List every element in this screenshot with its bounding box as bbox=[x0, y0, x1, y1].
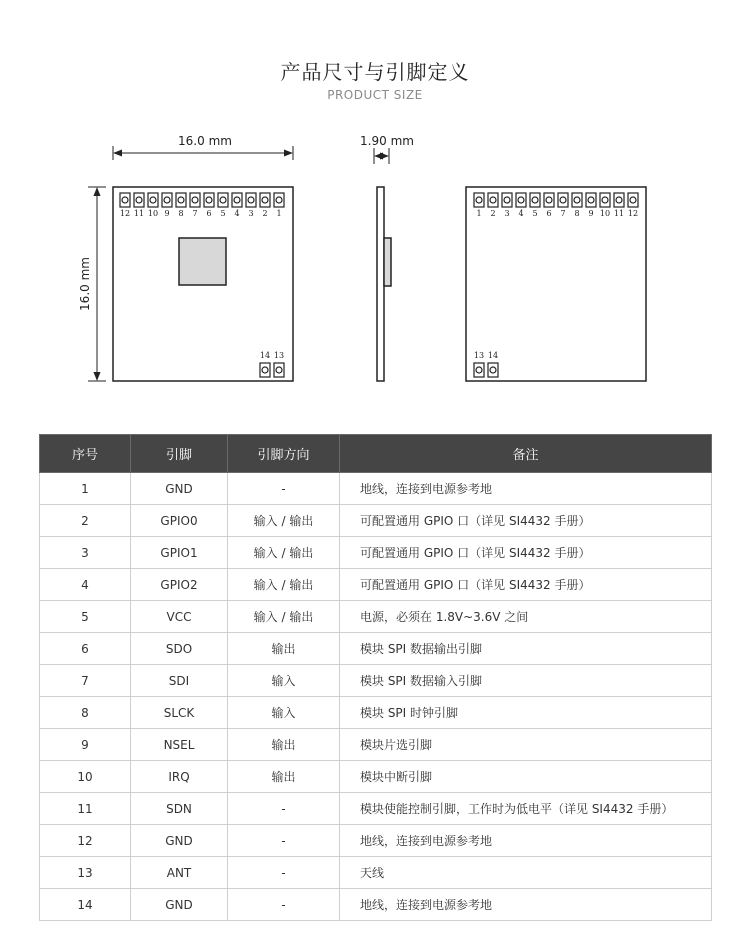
pin-number-label: 1 bbox=[276, 209, 282, 218]
cell-direction: 输出 bbox=[228, 633, 340, 665]
pin-number-label: 9 bbox=[588, 209, 594, 218]
cell-pin: GPIO1 bbox=[131, 537, 228, 569]
pin-number-label: 2 bbox=[262, 209, 268, 218]
pin-number-label: 2 bbox=[490, 209, 496, 218]
cell-direction: - bbox=[228, 825, 340, 857]
cell-pin: NSEL bbox=[131, 729, 228, 761]
table-header-row bbox=[40, 435, 712, 473]
cell-index: 7 bbox=[40, 665, 131, 697]
cell-note: 模块片选引脚 bbox=[340, 729, 712, 761]
cell-pin: GND bbox=[131, 473, 228, 505]
cell-direction: - bbox=[228, 793, 340, 825]
cell-pin: GPIO2 bbox=[131, 569, 228, 601]
pin-number-label: 10 bbox=[599, 209, 611, 218]
cell-direction: 输入 / 输出 bbox=[228, 601, 340, 633]
pin-number-label: 13 bbox=[273, 351, 285, 360]
cell-direction: 输出 bbox=[228, 729, 340, 761]
cell-direction: - bbox=[228, 473, 340, 505]
table-row bbox=[40, 505, 712, 537]
pin-number-label: 12 bbox=[119, 209, 131, 218]
cell-index: 14 bbox=[40, 889, 131, 921]
page-title: 产品尺寸与引脚定义 bbox=[280, 60, 470, 84]
pin-number-label: 12 bbox=[627, 209, 639, 218]
cell-direction: 输出 bbox=[228, 761, 340, 793]
table-row bbox=[40, 569, 712, 601]
cell-index: 9 bbox=[40, 729, 131, 761]
cell-note: 可配置通用 GPIO 口（详见 SI4432 手册） bbox=[340, 569, 712, 601]
width-dimension bbox=[113, 134, 293, 160]
pin-number-label: 7 bbox=[560, 209, 566, 218]
cell-note: 模块 SPI 数据输出引脚 bbox=[340, 633, 712, 665]
cell-note: 可配置通用 GPIO 口（详见 SI4432 手册） bbox=[340, 505, 712, 537]
pin-number-label: 11 bbox=[133, 209, 145, 218]
table-row bbox=[40, 601, 712, 633]
cell-note: 地线，连接到电源参考地 bbox=[340, 889, 712, 921]
pin-number-label: 4 bbox=[518, 209, 524, 218]
pin-number-label: 14 bbox=[487, 351, 499, 360]
module-top-view bbox=[113, 187, 293, 381]
table-row bbox=[40, 825, 712, 857]
cell-direction: - bbox=[228, 889, 340, 921]
pin-number-label: 9 bbox=[164, 209, 170, 218]
pin-number-label: 8 bbox=[178, 209, 184, 218]
pin-number-label: 3 bbox=[504, 209, 510, 218]
shield-chip bbox=[179, 238, 226, 285]
col-header-note: 备注 bbox=[340, 435, 712, 473]
cell-note: 模块使能控制引脚，工作时为低电平（详见 SI4432 手册） bbox=[340, 793, 712, 825]
cell-pin: GND bbox=[131, 889, 228, 921]
cell-pin: IRQ bbox=[131, 761, 228, 793]
cell-note: 地线，连接到电源参考地 bbox=[340, 473, 712, 505]
cell-index: 3 bbox=[40, 537, 131, 569]
cell-index: 6 bbox=[40, 633, 131, 665]
cell-pin: ANT bbox=[131, 857, 228, 889]
thickness-dimension bbox=[360, 134, 414, 164]
cell-pin: VCC bbox=[131, 601, 228, 633]
table-row bbox=[40, 857, 712, 889]
pin-number-label: 13 bbox=[473, 351, 485, 360]
cell-pin: GND bbox=[131, 825, 228, 857]
cell-index: 12 bbox=[40, 825, 131, 857]
table-row bbox=[40, 889, 712, 921]
cell-pin: SDI bbox=[131, 665, 228, 697]
table-row bbox=[40, 473, 712, 505]
cell-pin: GPIO0 bbox=[131, 505, 228, 537]
cell-index: 10 bbox=[40, 761, 131, 793]
cell-direction: - bbox=[228, 857, 340, 889]
cell-pin: SDO bbox=[131, 633, 228, 665]
cell-note: 天线 bbox=[340, 857, 712, 889]
pin-number-label: 8 bbox=[574, 209, 580, 218]
cell-index: 5 bbox=[40, 601, 131, 633]
cell-index: 2 bbox=[40, 505, 131, 537]
cell-index: 8 bbox=[40, 697, 131, 729]
table-row bbox=[40, 665, 712, 697]
cell-direction: 输入 / 输出 bbox=[228, 505, 340, 537]
cell-direction: 输入 bbox=[228, 665, 340, 697]
table-row bbox=[40, 729, 712, 761]
width-label: 16.0 mm bbox=[178, 134, 232, 148]
table-row bbox=[40, 537, 712, 569]
col-header-direction: 引脚方向 bbox=[228, 435, 340, 473]
col-header-pin: 引脚 bbox=[131, 435, 228, 473]
col-header-index: 序号 bbox=[40, 435, 131, 473]
pin-number-label: 11 bbox=[613, 209, 625, 218]
pin-number-label: 6 bbox=[206, 209, 212, 218]
cell-index: 11 bbox=[40, 793, 131, 825]
pin-number-label: 14 bbox=[259, 351, 271, 360]
pin-number-label: 5 bbox=[532, 209, 538, 218]
pin-number-label: 4 bbox=[234, 209, 240, 218]
table-row bbox=[40, 793, 712, 825]
module-bottom-view bbox=[466, 187, 646, 381]
pin-definition-table bbox=[39, 434, 712, 921]
cell-index: 4 bbox=[40, 569, 131, 601]
cell-note: 模块 SPI 时钟引脚 bbox=[340, 697, 712, 729]
height-label: 16.0 mm bbox=[78, 257, 92, 311]
cell-note: 模块中断引脚 bbox=[340, 761, 712, 793]
cell-direction: 输入 / 输出 bbox=[228, 537, 340, 569]
table-row bbox=[40, 697, 712, 729]
page-subtitle: PRODUCT SIZE bbox=[327, 88, 423, 102]
table-body bbox=[40, 473, 712, 921]
cell-direction: 输入 bbox=[228, 697, 340, 729]
cell-index: 1 bbox=[40, 473, 131, 505]
cell-note: 电源，必须在 1.8V~3.6V 之间 bbox=[340, 601, 712, 633]
pin-number-label: 10 bbox=[147, 209, 159, 218]
height-dimension bbox=[78, 187, 106, 381]
cell-note: 可配置通用 GPIO 口（详见 SI4432 手册） bbox=[340, 537, 712, 569]
table-row bbox=[40, 761, 712, 793]
pin-number-label: 3 bbox=[248, 209, 254, 218]
pin-number-label: 5 bbox=[220, 209, 226, 218]
cell-direction: 输入 / 输出 bbox=[228, 569, 340, 601]
thickness-label: 1.90 mm bbox=[360, 134, 414, 148]
cell-note: 地线，连接到电源参考地 bbox=[340, 825, 712, 857]
pin-number-label: 7 bbox=[192, 209, 198, 218]
cell-note: 模块 SPI 数据输入引脚 bbox=[340, 665, 712, 697]
cell-pin: SDN bbox=[131, 793, 228, 825]
cell-index: 13 bbox=[40, 857, 131, 889]
cell-pin: SLCK bbox=[131, 697, 228, 729]
pin-number-label: 6 bbox=[546, 209, 552, 218]
dimension-diagram bbox=[0, 125, 750, 390]
pin-number-label: 1 bbox=[476, 209, 482, 218]
table-row bbox=[40, 633, 712, 665]
module-side-view bbox=[377, 187, 391, 381]
